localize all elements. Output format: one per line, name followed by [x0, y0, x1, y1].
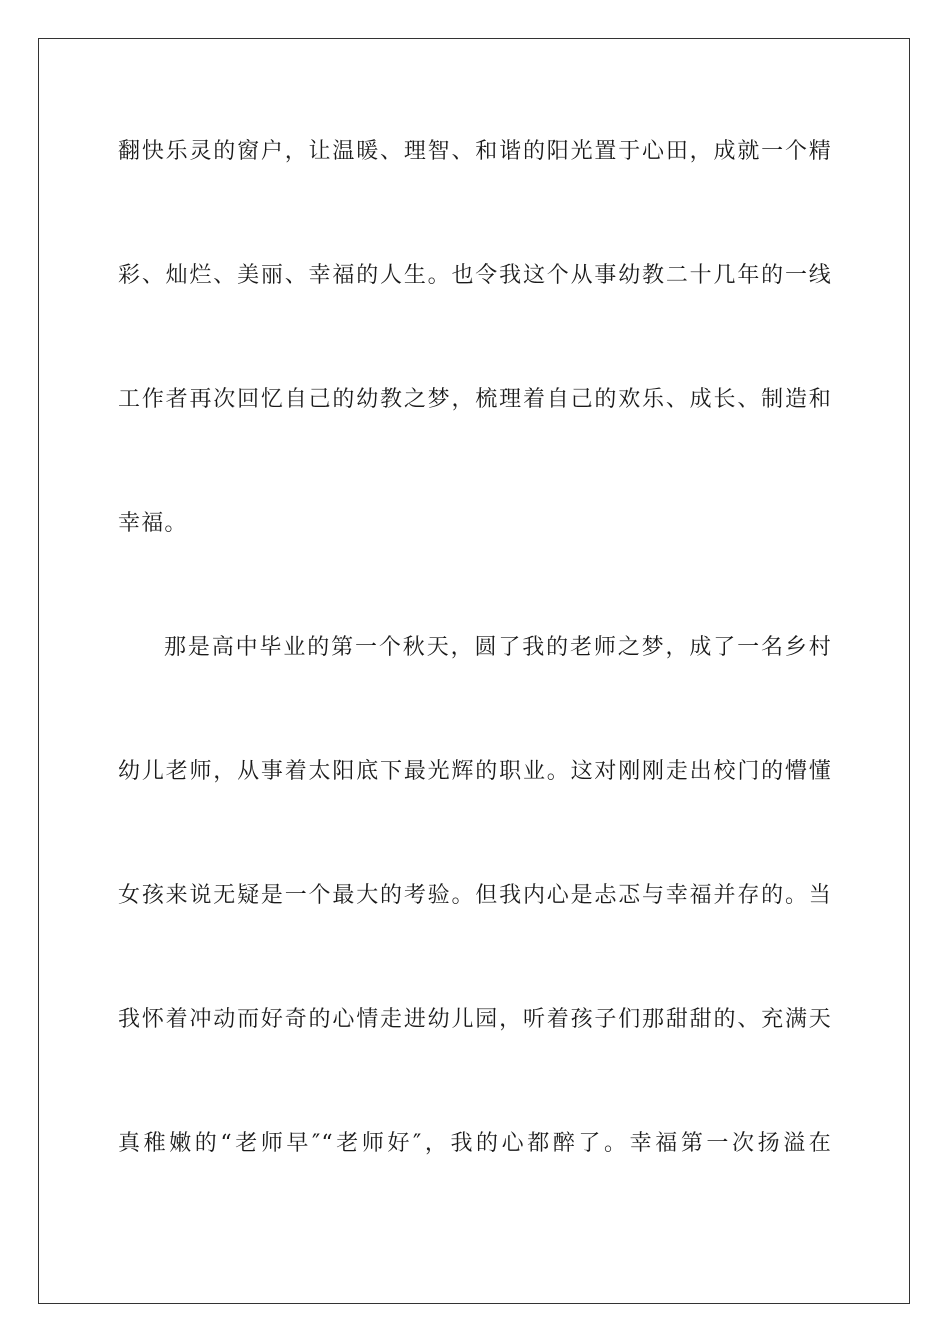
text-line: 彩、灿烂、美丽、幸福的人生。也令我这个从事幼教二十几年的一线 — [118, 263, 832, 288]
text-line: 工作者再次回忆自己的幼教之梦，梳理着自己的欢乐、成长、制造和 — [118, 387, 832, 412]
text-line: 真稚嫩的“老师早″“老师好″，我的心都醉了。幸福第一次扬溢在 — [118, 1131, 832, 1156]
text-line: 幸福。 — [118, 511, 188, 536]
text-line: 女孩来说无疑是一个最大的考验。但我内心是忐忑与幸福并存的。当 — [118, 883, 832, 908]
text-line: 我怀着冲动而好奇的心情走进幼儿园，听着孩子们那甜甜的、充满天 — [118, 1007, 832, 1032]
text-line: 翻快乐灵的窗户，让温暖、理智、和谐的阳光置于心田，成就一个精 — [118, 139, 832, 164]
text-line: 幼儿老师，从事着太阳底下最光辉的职业。这对刚刚走出校门的懵懂 — [118, 759, 832, 784]
page-border — [38, 38, 910, 1304]
text-line: 那是高中毕业的第一个秋天，圆了我的老师之梦，成了一名乡村 — [164, 635, 832, 660]
